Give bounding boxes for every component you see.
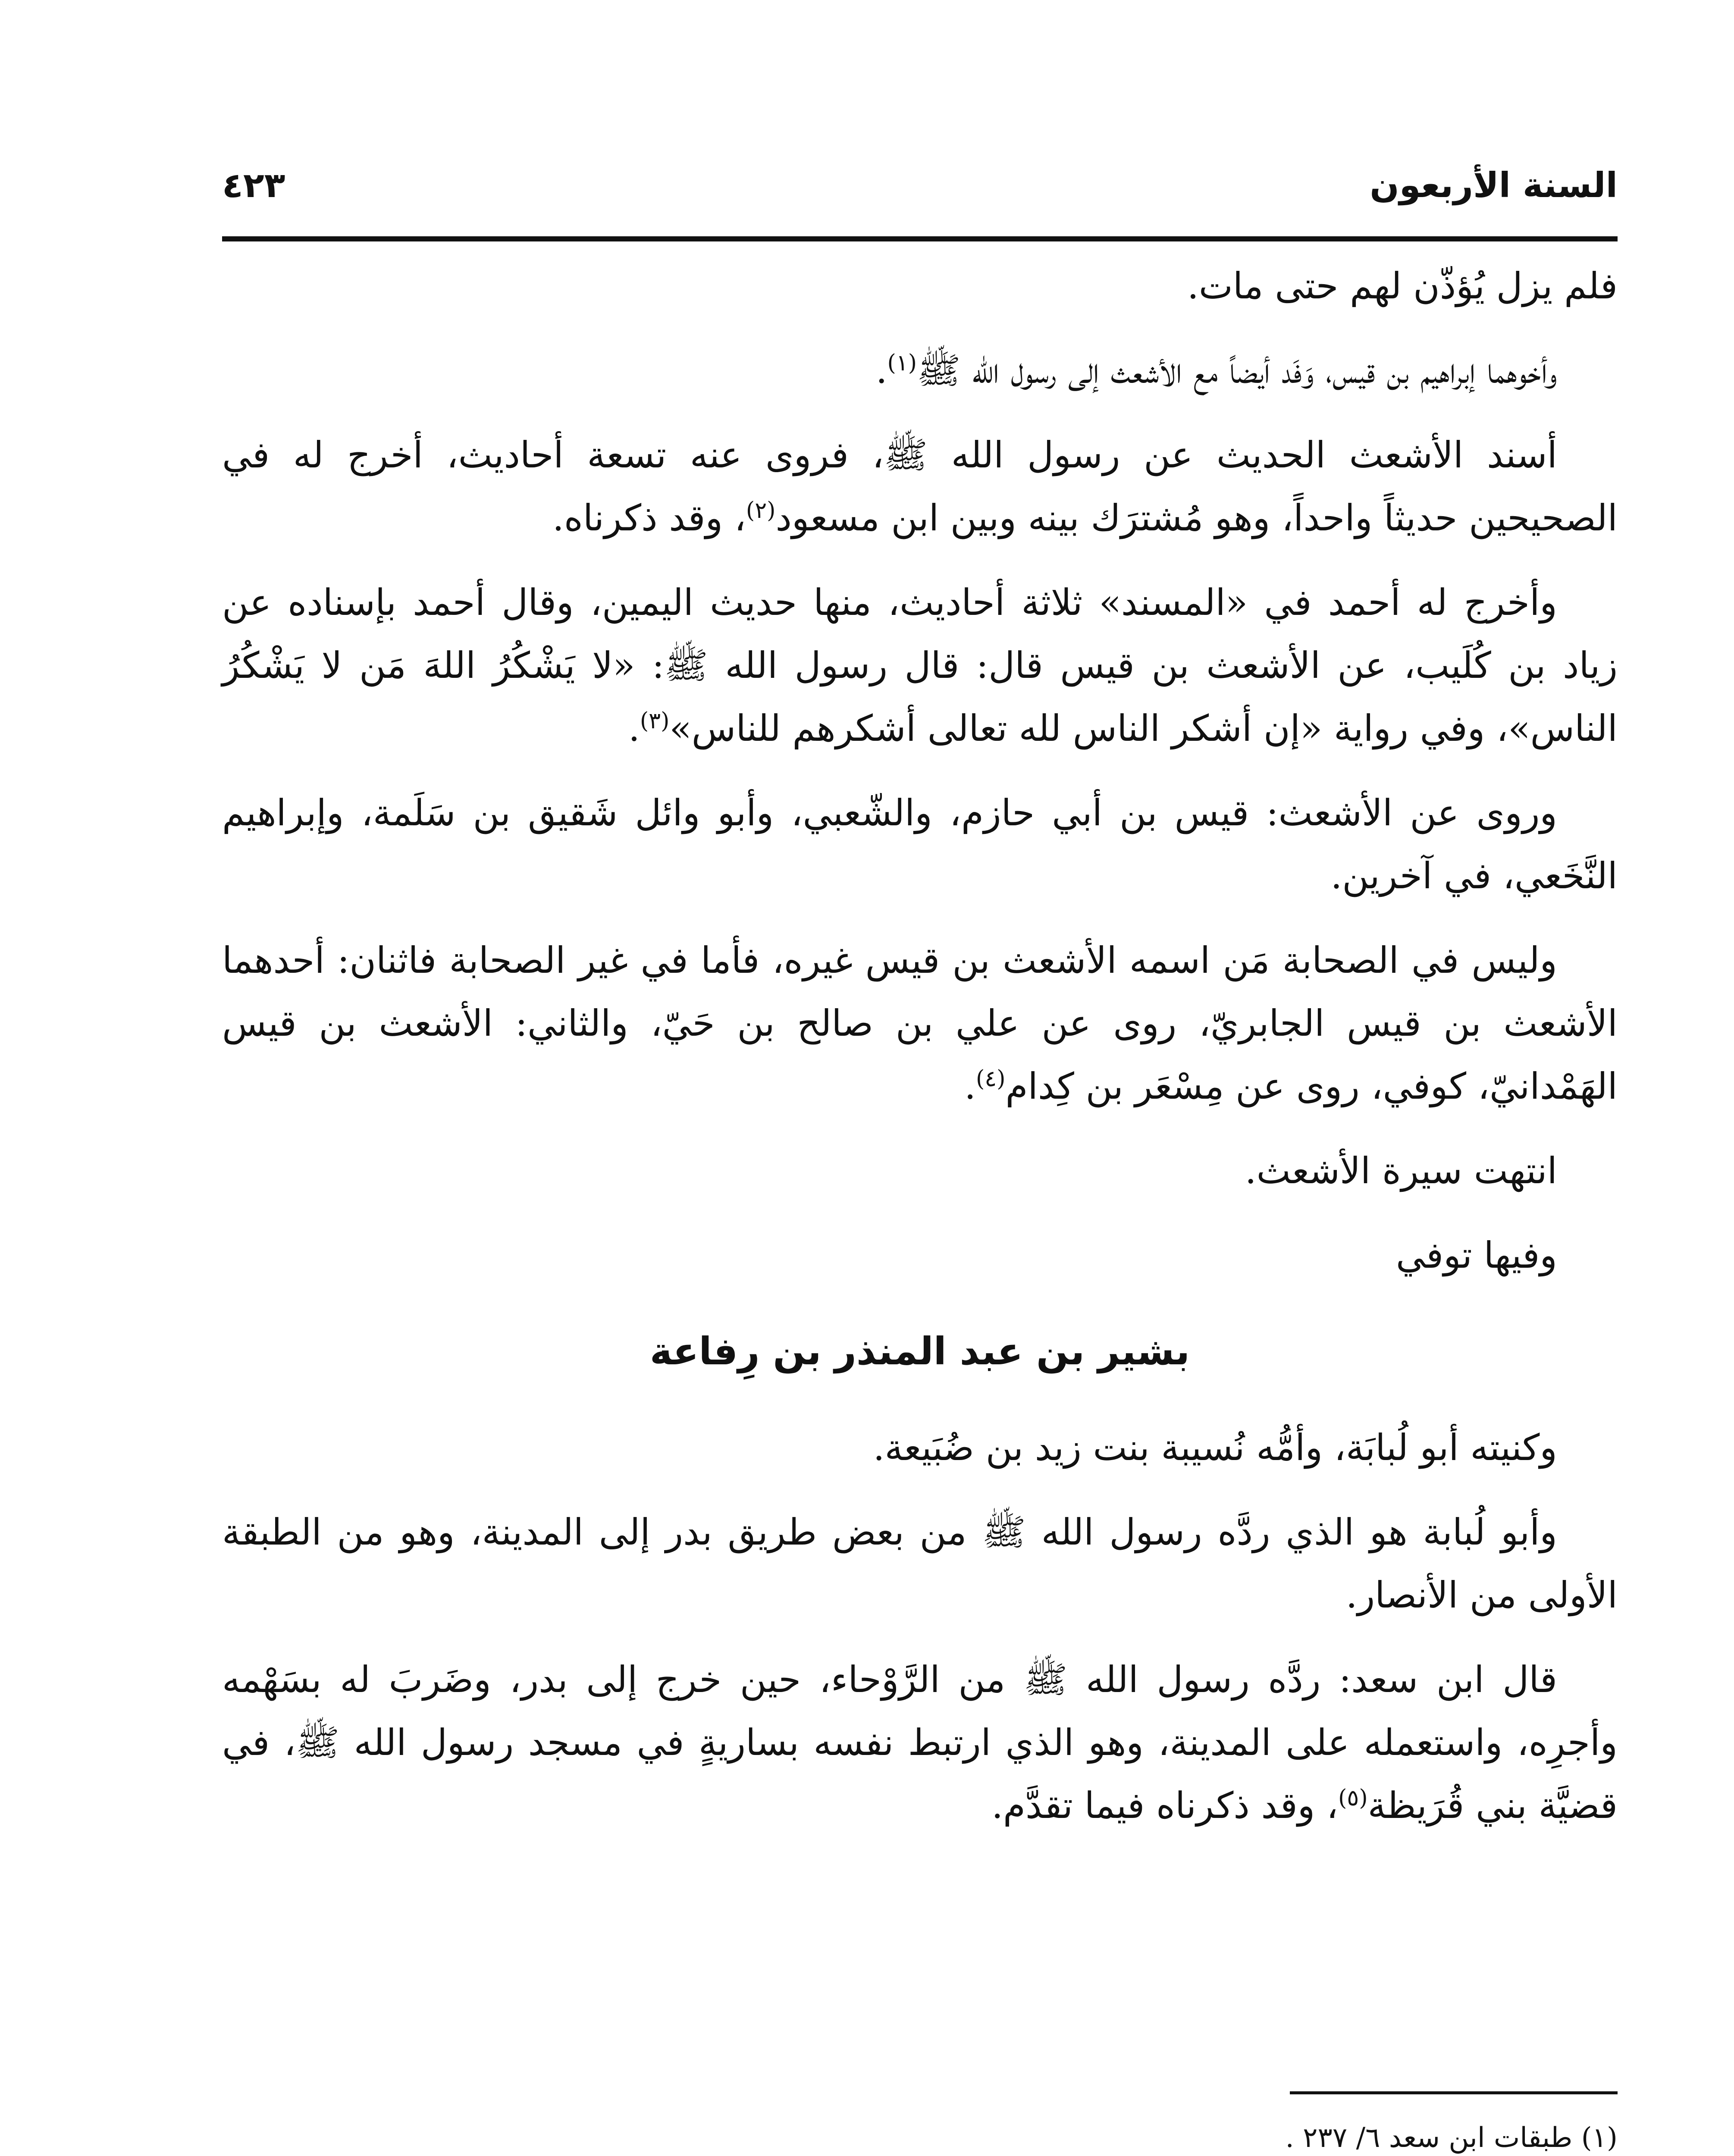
running-title: السنة الأربعون	[1370, 165, 1618, 205]
paragraph: فلم يزل يُؤذّن لهم حتى مات.	[1187, 265, 1618, 307]
paragraph: أسند الأشعث الحديث عن رسول الله ﷺ، فروى عنه تسعة أحاديث، أخرج له في الصحيحين حديثاً واحداً، وهو مُشترَك بينه وبين ابن مسعود$^{(٢)}$، وقد ذكرناه.	[222, 434, 1618, 539]
paragraph: وأبو لُبابة هو الذي ردَّه رسول الله ﷺ من بعض طريق بدر إلى المدينة، وهو من الطبقة الأولى من الأنصار.	[222, 1511, 1618, 1616]
paragraph: وكنيته أبو لُبابَة، وأمُّه نُسيبة بنت زيد بن ضُبَيعة.	[873, 1426, 1557, 1469]
header-divider	[222, 236, 1618, 241]
footnote-divider	[1290, 2091, 1618, 2094]
page-number: ٤٢٣	[222, 165, 285, 205]
footnote-ref: (٤)	[975, 1066, 1006, 1092]
paragraph: وأخوهما إبراهيم بن قيس، وَفَد أيضاً مع الأشعث إلى رسول الله ﷺ$^{(١)}$.	[875, 349, 1557, 392]
footnote-ref: (٣)	[640, 708, 670, 734]
section-heading: بشير بن عبد المنذر بن رِفاعة	[649, 1329, 1190, 1373]
paragraph: وليس في الصحابة مَن اسمه الأشعث بن قيس غيره، فأما في غير الصحابة فاثنان: أحدهما الأشعث بن قيس الجابريّ، روى عن علي بن صالح بن حَيّ، والثاني: الأشعث بن قيس الهَمْدانيّ، كوفي، روى عن مِسْعَر بن كِدام$^{(٤)}$.	[222, 939, 1618, 1107]
page-header	[222, 153, 1618, 218]
footnotes	[172, 2111, 1618, 2156]
paragraph: قال ابن سعد: ردَّه رسول الله ﷺ من الرَّوْحاء، حين خرج إلى بدر، وضَربَ له بسَهْمه وأجرِه، واستعمله على المدينة، وهو الذي ارتبط نفسه بساريةٍ في مسجد رسول الله ﷺ، في قضيَّة بني قُرَيظة$^{(٥)}$، وقد ذكرناه فيما تقدَّم.	[222, 1658, 1618, 1827]
paragraph: وروى عن الأشعث: قيس بن أبي حازم، والشّعبي، وأبو وائل شَقيق بن سَلَمة، وإبراهيم النَّخَعي، في آخرين.	[222, 792, 1618, 897]
footnote-ref: (٢)	[746, 498, 776, 523]
footnote-ref: (١)	[887, 350, 917, 376]
footnote-ref: (٥)	[1338, 1785, 1368, 1811]
footnote: (١) طبقات ابن سعد ٦/ ٢٣٧ .	[1285, 2122, 1618, 2154]
paragraph: انتهت سيرة الأشعث.	[1245, 1150, 1557, 1192]
paragraph: وفيها توفي	[1395, 1234, 1557, 1276]
paragraph: وأخرج له أحمد في «المسند» ثلاثة أحاديث، منها حديث اليمين، وقال أحمد بإسناده عن زياد بن كُلَيب، عن الأشعث بن قيس قال: قال رسول الله ﷺ: «لا يَشْكُرُ اللهَ مَن لا يَشْكُرُ الناس»، وفي رواية «إن أشكر الناس لله تعالى أشكرهم للناس»$^{(٣)}$.	[222, 581, 1618, 749]
main-text	[222, 254, 1618, 1858]
